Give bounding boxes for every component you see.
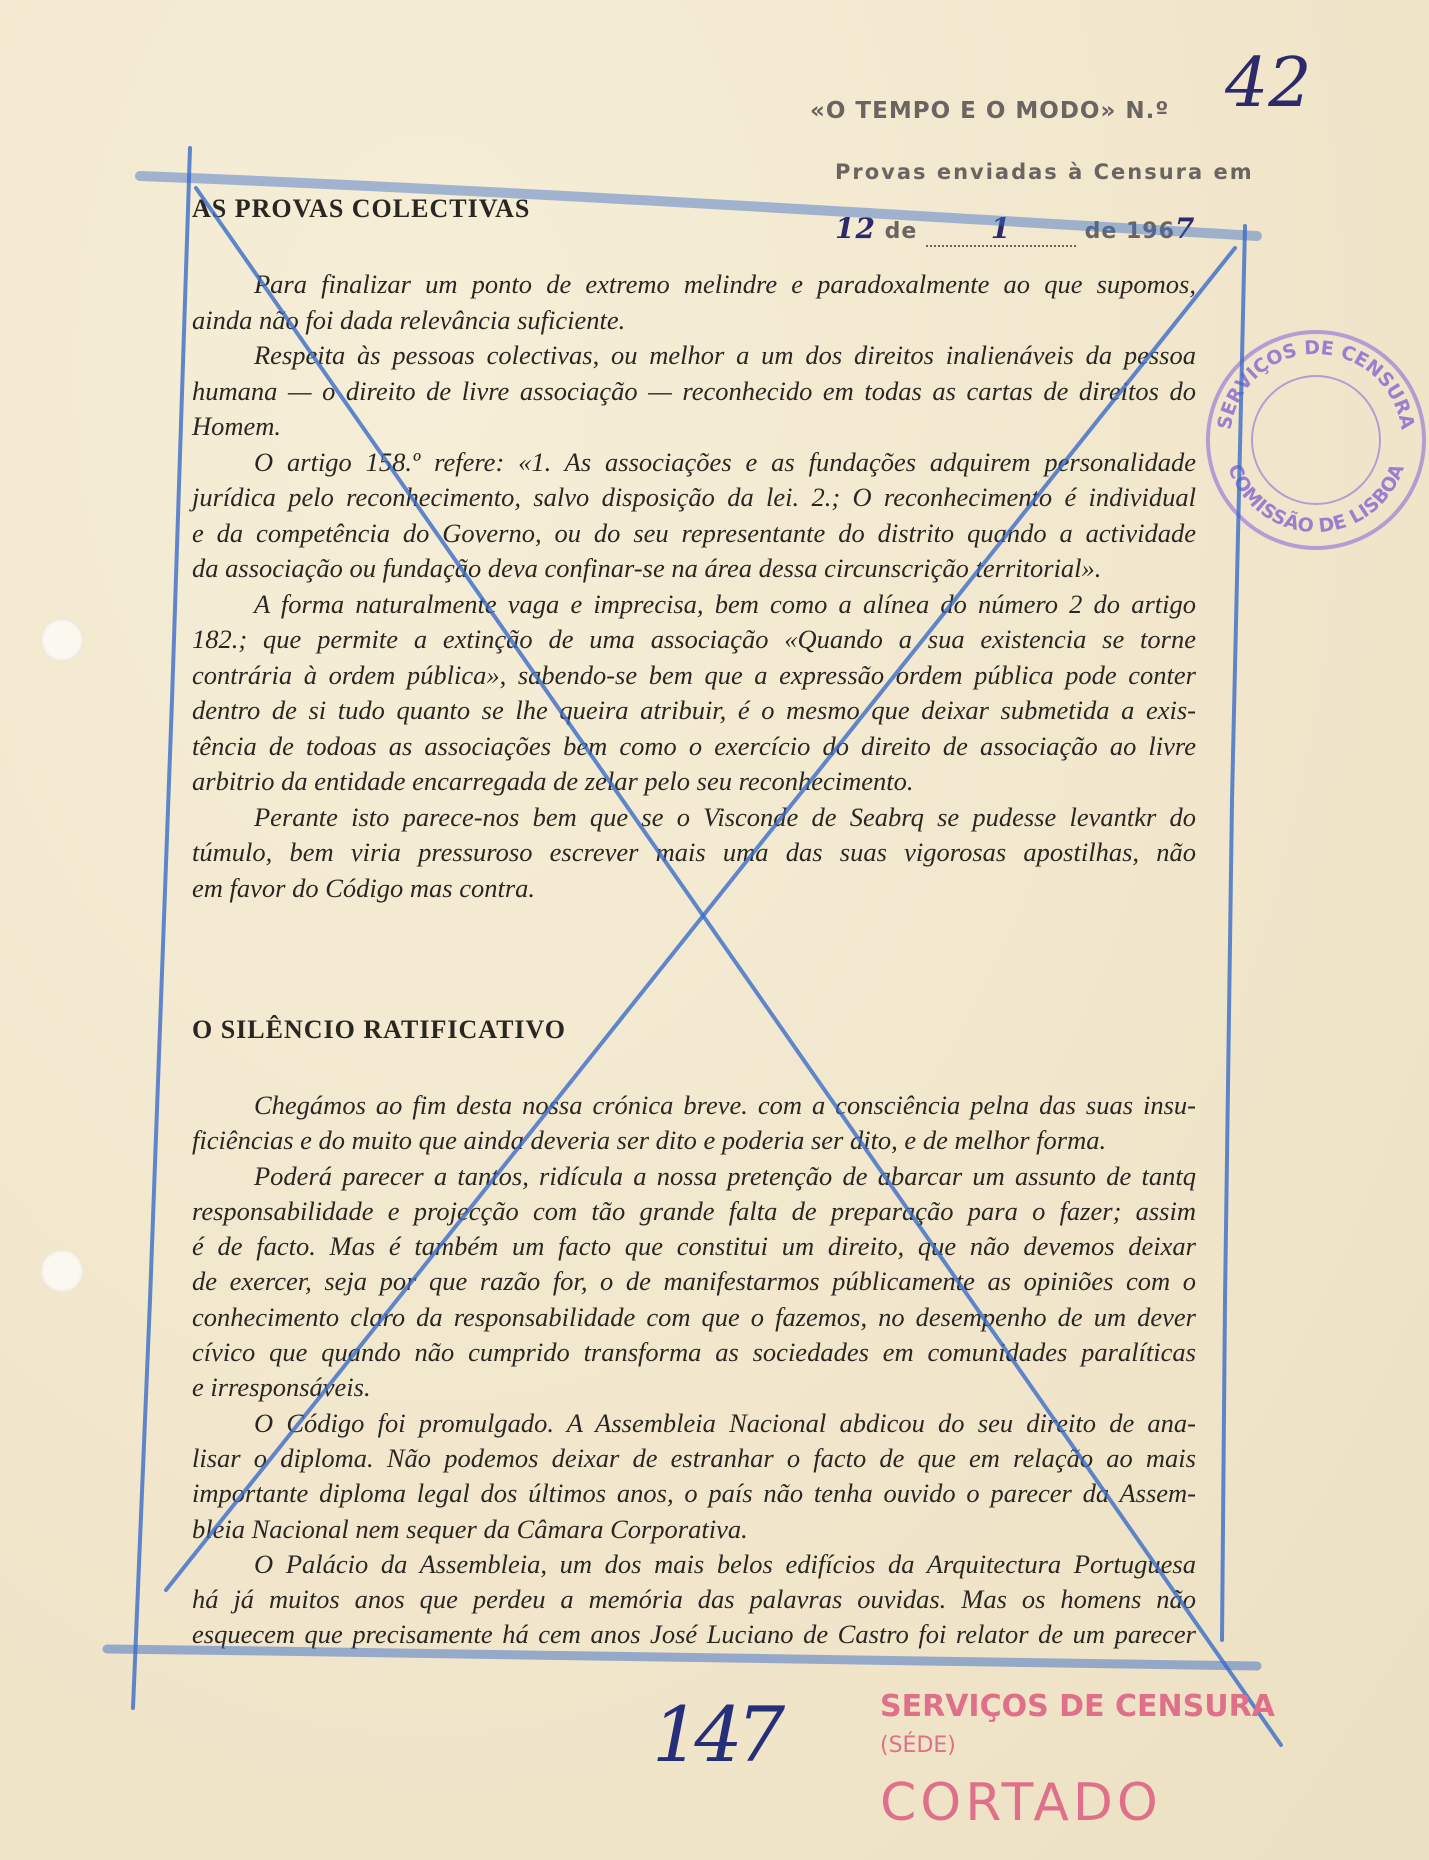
text-line: Poderá parecer a tantos, ridícula a nossa pretenção de abarcar um assunto de tantq <box>254 1160 1196 1191</box>
text-line: há já muitos anos que perdeu a memória das palavras ouvidas. Mas os homens não <box>192 1584 1196 1615</box>
text-line: ficiências e do muito que ainda deveria ser dito e poderia ser dito, e de melhor forma. <box>192 1125 1107 1156</box>
red-cut-stamp <box>880 1689 1276 1833</box>
date-line <box>835 212 1195 247</box>
purple-censorship-stamp <box>1208 332 1424 548</box>
date-year: 7 <box>1174 212 1196 245</box>
red-stamp-sede-text: (SÉDE) <box>880 1733 956 1758</box>
publication-stamp <box>810 98 1169 124</box>
text-line: jurídica pelo reconhecimento, salvo disposição da lei. 2.; O reconhecimento é individual <box>192 482 1196 512</box>
page-number-handwritten: 147 <box>652 1690 780 1779</box>
text-line: lisar o diploma. Não podemos deixar de estranhar o facto de que em relação ao mais <box>192 1442 1196 1473</box>
text-line: contrária à ordem pública», sabendo-se bem que a expressão ordem pública pode conter <box>192 659 1196 690</box>
text-line: Respeita às pessoas colectivas, ou melhor a um dos direitos inalienáveis da pessoa <box>254 340 1196 370</box>
purple-stamp-bottom-text: COMISSÃO DE LISBOA <box>1223 461 1409 538</box>
text-line: A forma naturalmente vaga e imprecisa, bem como a alínea do número 2 do artigo <box>254 588 1196 619</box>
text-line: e da competência do Governo, ou do seu representante do distrito quando a actividade <box>192 517 1196 548</box>
proofs-sent-label: Provas enviadas à Censura em <box>835 160 1254 184</box>
date-month: 1 <box>990 212 1012 245</box>
text-line: O Palácio da Assembleia, um dos mais belos edifícios da Arquitectura Portuguesa <box>254 1548 1196 1579</box>
pencil-left-line <box>133 148 190 1708</box>
date-day: 12 <box>835 212 876 245</box>
text-line: 182.; que permite a extinção de uma associação «Quando a sua existencia se torne <box>192 624 1196 654</box>
text-line: ainda não foi dada relevância suficiente. <box>192 304 626 335</box>
text-line: importante diploma legal dos últimos anos, o país não tenha ouvido o parecer da Assem- <box>192 1478 1196 1509</box>
section-heading-provas-colectivas: AS PROVAS COLECTIVAS <box>192 194 531 223</box>
pencil-right-line <box>1222 226 1245 1640</box>
text-line: é de facto. Mas é também um facto que constitui um direito, que não devemos deixar <box>192 1231 1196 1262</box>
text-line: O Código foi promulgado. A Assembleia Nacional abdicou do seu direito de ana- <box>254 1407 1196 1438</box>
publication-name: «O TEMPO E O MODO» N.º <box>810 98 1170 124</box>
date-de: de <box>884 219 918 244</box>
text-line: de exercer, seja por que razão for, o de manifestarmos públicamente as opiniões com o <box>192 1266 1196 1297</box>
text-line: conhecimento claro da responsabilidade com que o fazemos, no desempenho de um dever <box>192 1301 1196 1332</box>
punch-hole <box>40 618 84 662</box>
punch-hole <box>40 1249 84 1293</box>
text-line: Perante isto parece-nos bem que se o Visconde de Seabrq se pudesse levantkr do <box>254 801 1196 832</box>
section-body-silencio-ratificativo <box>192 1088 1196 1653</box>
text-line: esquecem que precisamente há cem anos José Luciano de Castro foi relator de um parecer <box>192 1619 1196 1650</box>
text-line: responsabilidade e projecção com tão grande falta de preparação para o fazer; assim <box>192 1195 1196 1226</box>
text-line: bleia Nacional nem sequer da Câmara Corporativa. <box>192 1513 748 1544</box>
text-line: O artigo 158.º refere: «1. As associações e as fundações adquirem personalidade <box>254 446 1196 477</box>
text-line: em favor do Código mas contra. <box>192 872 536 903</box>
red-stamp-service-text: SERVIÇOS DE CENSURA <box>880 1689 1275 1724</box>
text-line: dentro de si tudo quanto se lhe queira atribuir, é o mesmo que deixar submetida a exis- <box>192 695 1196 725</box>
svg-text:COMISSÃO DE LISBOA <box>1223 461 1409 537</box>
text-line: cívico que quando não cumprido transforma as sociedades em comunidades paralíticas <box>192 1337 1196 1368</box>
text-line: Chegámos ao fim desta nossa crónica breve. com a consciência pelna das suas insu- <box>254 1090 1196 1120</box>
section-heading-silencio-ratificativo: O SILÊNCIO RATIFICATIVO <box>192 1015 567 1044</box>
purple-stamp-top-text: SERVIÇOS DE CENSURA <box>1213 336 1419 432</box>
red-stamp-cortado-text: CORTADO <box>880 1773 1162 1833</box>
text-line: da associação ou fundação deva confinar-se na área dessa circunscrição territorial». <box>192 553 1102 583</box>
text-line: túmulo, bem viria pressuroso escrever mais uma das suas vigorosas apostilhas, não <box>192 837 1196 867</box>
text-line: Para finalizar um ponto de extremo melindre e paradoxalmente ao que supomos, <box>254 269 1196 299</box>
date-year-prefix: de 196 <box>1084 219 1175 244</box>
text-line: humana — o direito de livre associação — reconhecido em todas as cartas de direitos do <box>192 375 1196 406</box>
svg-text:SERVIÇOS DE CENSURA <box>1214 337 1419 432</box>
text-line: Homem. <box>192 411 282 441</box>
text-line: tência de todoas as associações bem como o exercício do direito de associação ao livre <box>192 730 1196 761</box>
text-line: arbitrio da entidade encarregada de zelar pelo seu reconhecimento. <box>192 766 914 796</box>
section-body-provas-colectivas <box>192 267 1196 906</box>
issue-number-handwritten: 42 <box>1225 44 1312 123</box>
text-line: e irresponsáveis. <box>192 1372 371 1403</box>
